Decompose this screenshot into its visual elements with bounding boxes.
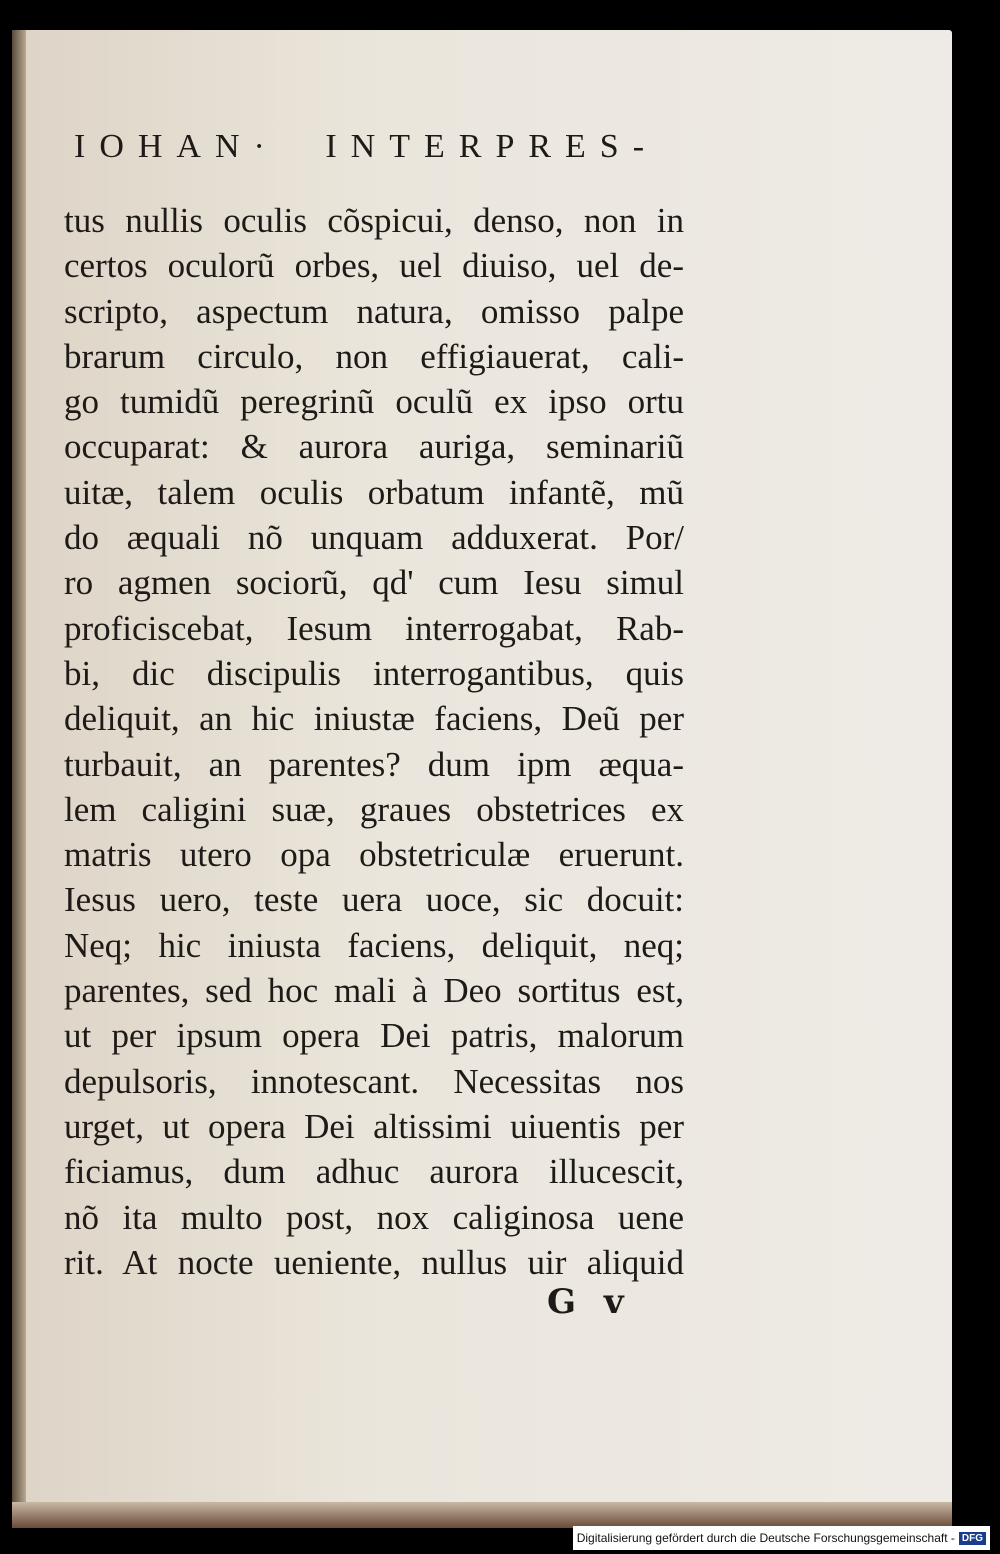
text-line: urget, ut opera Dei altissimi uiuentis per bbox=[64, 1106, 684, 1146]
text-line: bi, dic discipulis interrogantibus, quis bbox=[64, 653, 684, 693]
footer-credit-text: Digitalisierung gefördert durch die Deutsche Forschungsgemeinschaft - bbox=[576, 1531, 955, 1545]
text-line: nõ ita multo post, nox caliginosa uene bbox=[64, 1197, 684, 1237]
text-line: lem caligini suæ, graues obstetrices ex bbox=[64, 789, 684, 829]
dfg-logo-icon: DFG bbox=[959, 1532, 986, 1545]
text-line: depulsoris, innotescant. Necessitas nos bbox=[64, 1061, 684, 1101]
text-line: go tumidũ peregrinũ oculũ ex ipso ortu bbox=[64, 382, 684, 422]
signature-mark: G v bbox=[547, 1282, 632, 1322]
text-line: ro agmen sociorũ, qd' cum Iesu simul bbox=[64, 563, 684, 603]
page-bottom-edge bbox=[12, 1502, 952, 1528]
text-line: occuparat: & aurora auriga, seminariũ bbox=[64, 427, 684, 467]
text-line: ficiamus, dum adhuc aurora illucescit, bbox=[64, 1152, 684, 1192]
text-line: parentes, sed hoc mali à Deo sortitus est, bbox=[64, 971, 684, 1011]
text-line: matris utero opa obstetriculæ eruerunt. bbox=[64, 835, 684, 875]
page-spine-edge bbox=[12, 30, 26, 1528]
running-header-right: INTERPRES- bbox=[325, 128, 659, 165]
text-line: deliquit, an hic iniustæ faciens, Deũ per bbox=[64, 699, 684, 739]
text-line: Iesus uero, teste uera uoce, sic docuit: bbox=[64, 880, 684, 920]
page-body-text bbox=[64, 198, 684, 1285]
running-header-left: IOHAN· bbox=[74, 128, 279, 165]
digitization-footer bbox=[573, 1526, 990, 1550]
text-line: ut per ipsum opera Dei patris, malorum bbox=[64, 1016, 684, 1056]
text-line: do æquali nõ unquam adduxerat. Por/ bbox=[64, 518, 684, 558]
text-line: uitæ, talem oculis orbatum infantẽ, mũ bbox=[64, 472, 684, 512]
text-line: Neq; hic iniusta faciens, deliquit, neq; bbox=[64, 925, 684, 965]
book-page bbox=[12, 30, 952, 1528]
running-header bbox=[74, 128, 674, 166]
text-line: rit. At nocte ueniente, nullus uir aliquid bbox=[64, 1242, 684, 1282]
text-line: certos oculorũ orbes, uel diuiso, uel de- bbox=[64, 246, 684, 286]
text-line: tus nullis oculis cõspicui, denso, non in bbox=[64, 201, 684, 240]
text-line: brarum circulo, non effigiauerat, cali- bbox=[64, 336, 684, 376]
text-line: turbauit, an parentes? dum ipm æqua- bbox=[64, 744, 684, 784]
text-line: scripto, aspectum natura, omisso palpe bbox=[64, 291, 684, 331]
text-line: proficiscebat, Iesum interrogabat, Rab- bbox=[64, 608, 684, 648]
